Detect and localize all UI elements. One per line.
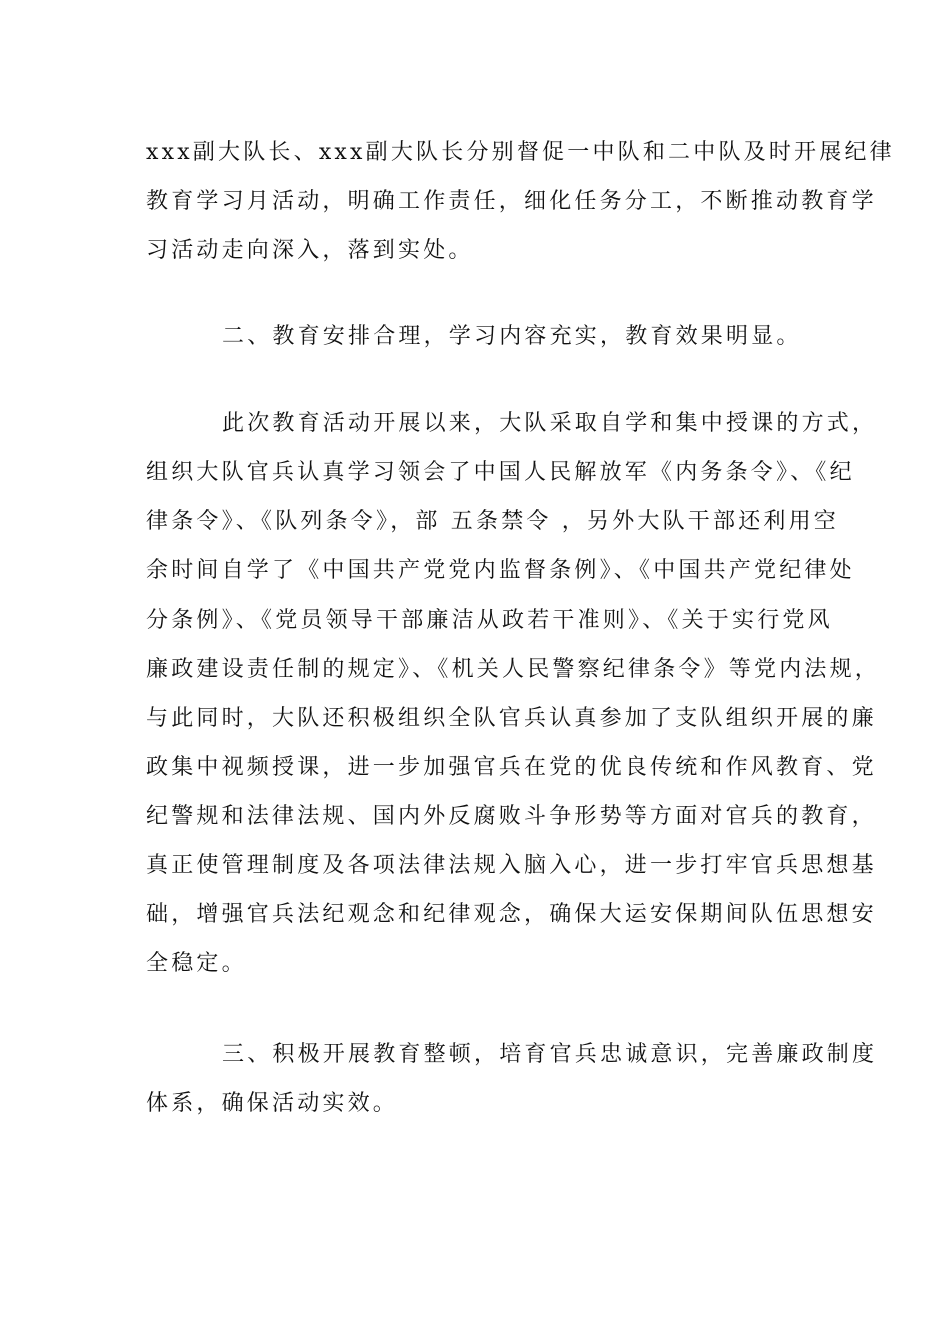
- section-heading-continued: 体系，确保活动实效。: [146, 1091, 399, 1116]
- paragraph-line: 习活动走向深入，落到实处。: [146, 238, 474, 263]
- paragraph-line: xxx副大队长、xxx副大队长分别督促一中队和二中队及时开展纪律: [146, 140, 895, 165]
- section-heading: 二、教育安排合理，学习内容充实，教育效果明显。: [222, 324, 802, 349]
- paragraph-line: 分条例》、《党员领导干部廉洁从政若干准则》、《关于实行党风: [146, 608, 833, 633]
- paragraph-line: 组织大队官兵认真学习领会了中国人民解放军《内务条令》、《纪: [146, 460, 855, 485]
- paragraph-line: 余时间自学了《中国共产党党内监督条例》、《中国共产党纪律处: [146, 558, 855, 583]
- paragraph-line: 础，增强官兵法纪观念和纪律观念，确保大运安保期间队伍思想安: [146, 902, 877, 927]
- paragraph-line: 此次教育活动开展以来，大队采取自学和集中授课的方式，: [222, 411, 878, 436]
- paragraph-line: 纪警规和法律法规、国内外反腐败斗争形势等方面对官兵的教育，: [146, 804, 877, 829]
- section-heading: 三、积极开展教育整顿，培育官兵忠诚意识，完善廉政制度: [222, 1042, 878, 1067]
- paragraph-line: 政集中视频授课，进一步加强官兵在党的优良传统和作风教育、党: [146, 755, 877, 780]
- paragraph-line: 律条令》、《队列条令》，部 五条禁令 ，另外大队干部还利用空: [146, 509, 839, 534]
- paragraph-line: 廉政建设责任制的规定》、《机关人民警察纪律条令》等党内法规，: [146, 657, 881, 682]
- paragraph-line: 真正使管理制度及各项法律法规入脑入心，进一步打牢官兵思想基: [146, 853, 877, 878]
- paragraph-line: 全稳定。: [146, 951, 247, 976]
- paragraph-line: 教育学习月活动，明确工作责任，细化任务分工，不断推动教育学: [146, 189, 877, 214]
- paragraph-line: 与此同时，大队还积极组织全队官兵认真参加了支队组织开展的廉: [146, 706, 877, 731]
